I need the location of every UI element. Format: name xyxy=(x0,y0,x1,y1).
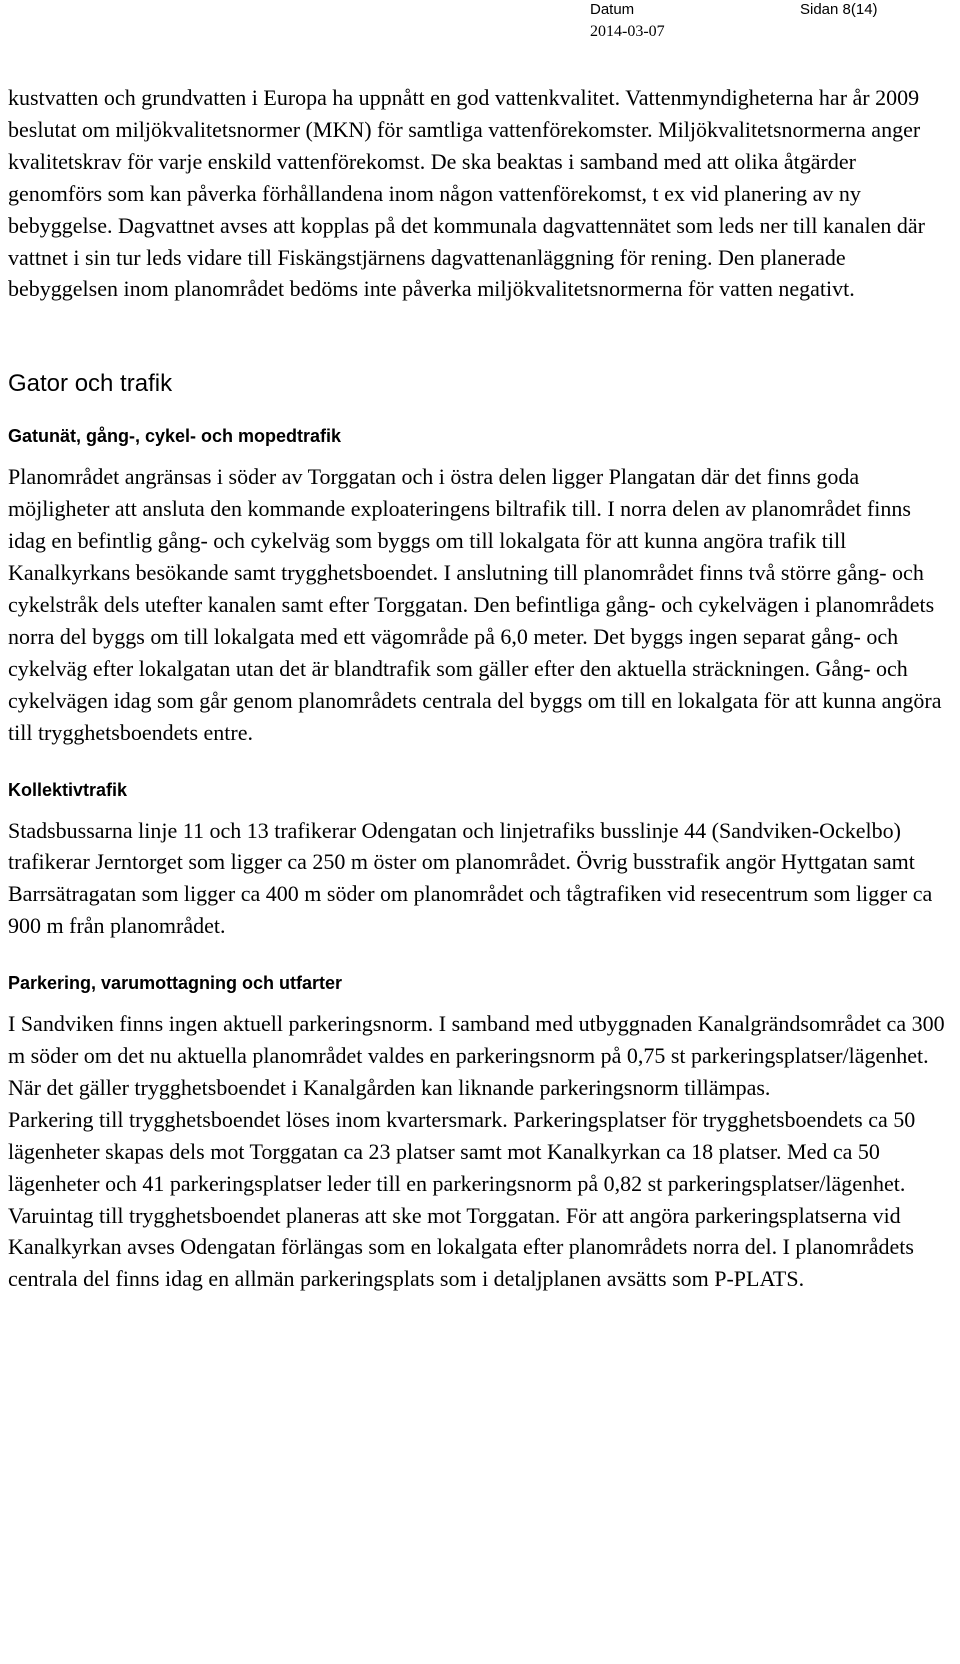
paragraph-parkering-1: I Sandviken finns ingen aktuell parkeringsnorm. I samband med utbyggnaden Kanalgrändsområdet ca 300 m söder om det nu aktuella planområdet valdes en parkeringsnorm på 0,75 st parkeringsplatser/lägenhet. När det gäller trygghetsboendet i Kanalgården kan liknande parkeringsnorm tillämpas. xyxy=(8,1011,945,1100)
paragraph-parkering-2: Parkering till trygghetsboendet löses inom kvartersmark. Parkeringsplatser för trygghetsboendets ca 50 lägenheter skapas dels mot Torggatan ca 23 platser samt mot Kanalkyrkan ca 18 platser. Med ca 50 lägenheter och 41 parkeringsplatser leder till en parkeringsnorm på 0,82 st parkeringsplatser/lägenhet. xyxy=(8,1106,916,1196)
subsection-heading-parkering: Parkering, varumottagning och utfarter xyxy=(8,973,343,994)
intro-paragraph: kustvatten och grundvatten i Europa ha uppnått en god vattenkvalitet. Vattenmyndigheterna har år 2009 beslutat om miljökvalitetsnormer (MKN) för samtliga vattenförekomster. Miljökvalitetsnormerna anger kvalitetskrav för varje enskild vattenförekomst. De ska beaktas i samband med att olika åtgärder genomförs som kan påverka förhållandena inom någon vattenförekomst, t ex vid planering av ny bebyggelse. Dagvattnet avses att kopplas på det kommunala dagvattennätet som leds ner till kanalen där vattnet i sin tur leds vidare till Fiskängstjärnens dagvattenanläggning för rening. Den planerade bebyggelsen inom planområdet bedöms inte påverka miljökvalitetsnormerna för vatten negativt. xyxy=(8,85,925,302)
document-body xyxy=(8,82,952,1295)
subsection-heading-kollektivtrafik: Kollektivtrafik xyxy=(8,779,128,800)
date-value: 2014-03-07 xyxy=(590,23,665,40)
section-title: Gator och trafik xyxy=(8,370,173,398)
subsection-heading-gatunat: Gatunät, gång-, cykel- och mopedtrafik xyxy=(8,426,342,447)
date-block xyxy=(590,0,740,40)
paragraph-gatunat: Planområdet angränsas i söder av Torggatan och i östra delen ligger Plangatan där det finns goda möjligheter att ansluta den kommande exploateringens biltrafik till. I norra delen av planområdet finns idag en befintlig gång- och cykelväg som byggs om till lokalgata för att kunna angöra trafik till Kanalkyrkans besökande samt trygghetsboendet. I anslutning till planområdet finns två större gång- och cykelstråk dels utefter kanalen samt efter Torggatan. Den befintliga gång- och cykelvägen i planområdets norra del byggs om till lokalgata med ett vägområde på 6,0 meter. Det byggs ingen separat gång- och cykelväg efter lokalgatan utan det är blandtrafik som gäller efter den aktuella sträckningen. Gång- och cykelvägen idag som går genom planområdets centrala del byggs om till en lokalgata för att kunna angöra till trygghetsboendets entre. xyxy=(8,464,942,745)
date-label: Datum xyxy=(590,1,635,18)
page-number: Sidan 8(14) xyxy=(800,1,878,18)
paragraph-parkering-3: Varuintag till trygghetsboendet planeras att ske mot Torggatan. För att angöra parkeringsplatserna vid Kanalkyrkan avses Odengatan förlängas som en lokalgata efter planområdets norra del. I planområdets centrala del finns idag en allmän parkeringsplats som i detaljplanen avsätts som P-PLATS. xyxy=(8,1202,914,1292)
paragraph-kollektivtrafik: Stadsbussarna linje 11 och 13 trafikerar Odengatan och linjetrafiks busslinje 44 (Sandviken-Ockelbo) trafikerar Jerntorget som ligger ca 250 m öster om planområdet. Övrig busstrafik angör Hyttgatan samt Barrsätragatan som ligger ca 400 m söder om planområdet och tågtrafiken vid resecentrum som ligger ca 900 m från planområdet. xyxy=(8,817,933,939)
